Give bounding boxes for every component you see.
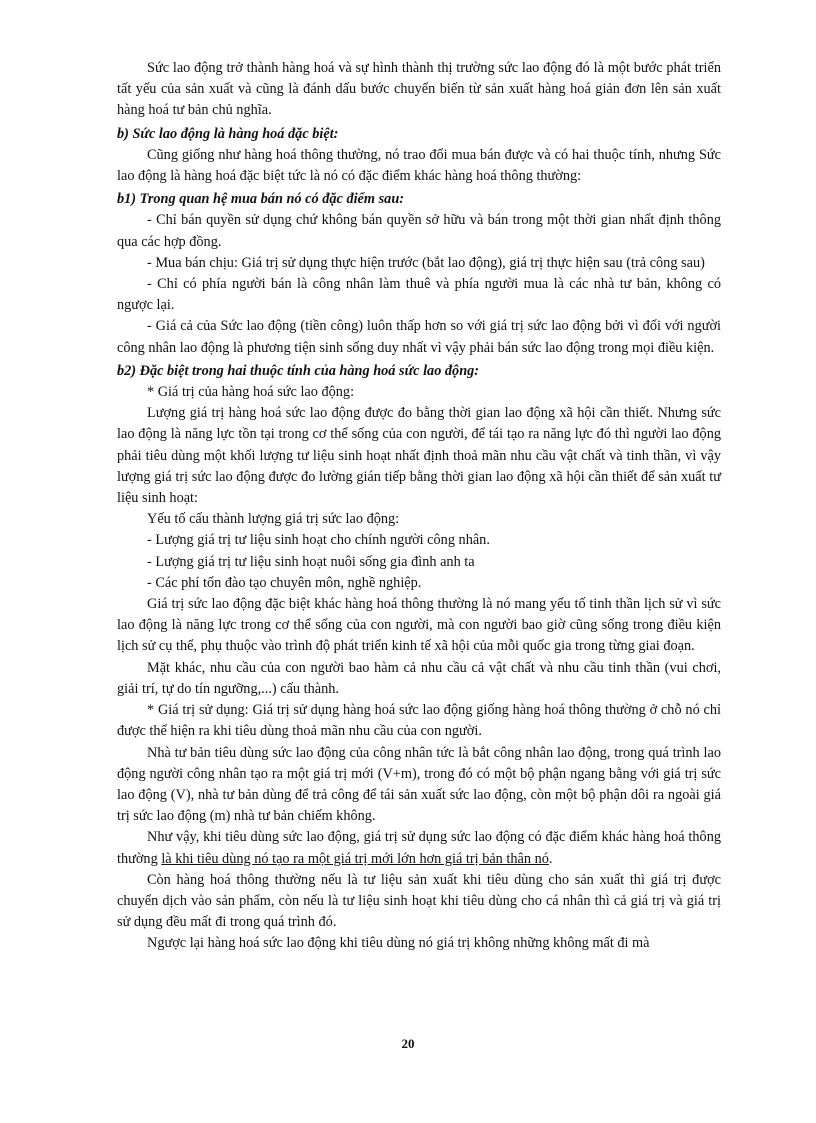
bullet-seller-buyer: - Chỉ có phía người bán là công nhân làm thuê và phía người mua là các nhà tư bản, không có ngược lại.: [117, 276, 721, 314]
document-page: [117, 58, 721, 955]
paragraph-value-title: * Giá trị của hàng hoá sức lao động:: [147, 384, 355, 401]
paragraph-historical: Giá trị sức lao động đặc biệt khác hàng hoá thông thường là nó mang yếu tố tinh thần lịch sử vì sức lao động là năng lực trong cơ thể sống của con người, mà con người bao giờ cũng sống trong điều kiện lịch sử cụ thể, phụ thuộc vào trình độ phát triển kinh tế xã hội của mỗi quốc gia trong từng giai đoạn.: [117, 596, 721, 655]
bullet-usage-rights: - Chỉ bán quyền sử dụng chứ không bán quyền sở hữu và bán trong một thời gian nhất định thông qua các hợp đồng.: [117, 212, 721, 250]
list-item-family: - Lượng giá trị tư liệu sinh hoạt nuôi sống gia đình anh ta: [147, 553, 475, 570]
bullet-wage: - Giá cả của Sức lao động (tiền công) luôn thấp hơn so với giá trị sức lao động bởi vì đối với người công nhân lao động là phương tiện sinh sống duy nhất vì vậy phải bán sức lao động trong mọi điều kiện.: [117, 318, 721, 356]
paragraph-value-measure: Lượng giá trị hàng hoá sức lao động được đo bằng thời gian lao động xã hội cần thiết. Nhưng sức lao động là năng lực tồn tại trong cơ thể sống của con người, để tái tạo ra năng lực đó thì người lao động phải tiêu dùng một khối lượng tư liệu sinh hoạt nhất định thoả mãn nhu cầu vật chất và tinh thần, vì vậy lượng giá trị sức lao động được đo lường gián tiếp bằng thời gian lao động xã hội cần thiết để sản xuất tư liệu sinh hoạt:: [117, 405, 721, 507]
conclusion-period: .: [548, 850, 553, 867]
heading-b1: b1) Trong quan hệ mua bán nó có đặc điểm sau:: [117, 191, 405, 208]
heading-b: b) Sức lao động là hàng hoá đặc biệt:: [117, 125, 339, 142]
list-item-worker: - Lượng giá trị tư liệu sinh hoạt cho chính người công nhân.: [147, 532, 490, 549]
heading-b2: b2) Đặc biệt trong hai thuộc tính của hàng hoá sức lao động:: [117, 362, 480, 379]
paragraph-intro: Sức lao động trở thành hàng hoá và sự hình thành thị trường sức lao động đó là một bước phát triển tất yếu của sản xuất và cũng là đánh dấu bước chuyển biến từ sản xuất hàng hoá giản đơn lên sản xuất hàng hoá tư bản chủ nghĩa.: [117, 60, 721, 119]
conclusion-underlined: là khi tiêu dùng nó tạo ra một giá trị mới lớn hơn giá trị bản thân nó: [161, 850, 549, 867]
list-item-training: - Các phí tổn đào tạo chuyên môn, nghề nghiệp.: [147, 574, 422, 591]
conclusion-text: Như vậy, khi tiêu dùng sức lao động, giá trị sử dụng sức lao động có đặc điểm khác hàng hoá thông thường: [117, 829, 721, 867]
paragraph-contrast: Ngược lại hàng hoá sức lao động khi tiêu dùng nó giá trị không những không mất đi mà: [147, 935, 650, 952]
paragraph-conclusion: [117, 827, 721, 869]
page-number: 20: [401, 1036, 415, 1051]
paragraph-capitalist: Nhà tư bản tiêu dùng sức lao động của công nhân tức là bắt công nhân lao động, trong quá trình lao động người công nhân tạo ra một giá trị mới (V+m), trong đó có một bộ phận ngang bằng với giá trị sức lao động (V), nhà tư bản dùng để trả công để tái sản xuất sức lao động, còn một bộ phận dôi ra ngoài giá trị sức lao động (m) nhà tư bản chiếm không.: [117, 744, 721, 825]
bullet-credit: - Mua bán chịu: Giá trị sử dụng thực hiện trước (bắt lao động), giá trị thực hiện sau (trả công sau): [147, 254, 705, 271]
paragraph-needs: Mặt khác, nhu cầu của con người bao hàm cả nhu cầu cả vật chất và nhu cầu tinh thần (vui chơi, giải trí, tự do tín ngưỡng,...) cấu thành.: [117, 659, 721, 697]
paragraph-use-value: * Giá trị sử dụng: Giá trị sử dụng hàng hoá sức lao động giống hàng hoá thông thường ở chỗ nó chỉ được thể hiện ra khi tiêu dùng thoả mãn nhu cầu của con người.: [117, 702, 721, 740]
paragraph-components-title: Yếu tố cấu thành lượng giá trị sức lao động:: [147, 511, 400, 528]
paragraph-ordinary-goods: Còn hàng hoá thông thường nếu là tư liệu sản xuất khi tiêu dùng cho sản xuất thì giá trị được chuyển dịch vào sản phẩm, còn nếu là tư liệu sinh hoạt khi tiêu dùng cho cá nhân thì cả giá trị và giá trị sử dụng đều mất đi trong quá trình đó.: [117, 871, 721, 931]
paragraph-common: Cũng giống như hàng hoá thông thường, nó trao đổi mua bán được và có hai thuộc tính, nhưng Sức lao động là hàng hoá đặc biệt tức là nó có đặc điểm khác hàng hoá thông thường:: [117, 146, 721, 185]
